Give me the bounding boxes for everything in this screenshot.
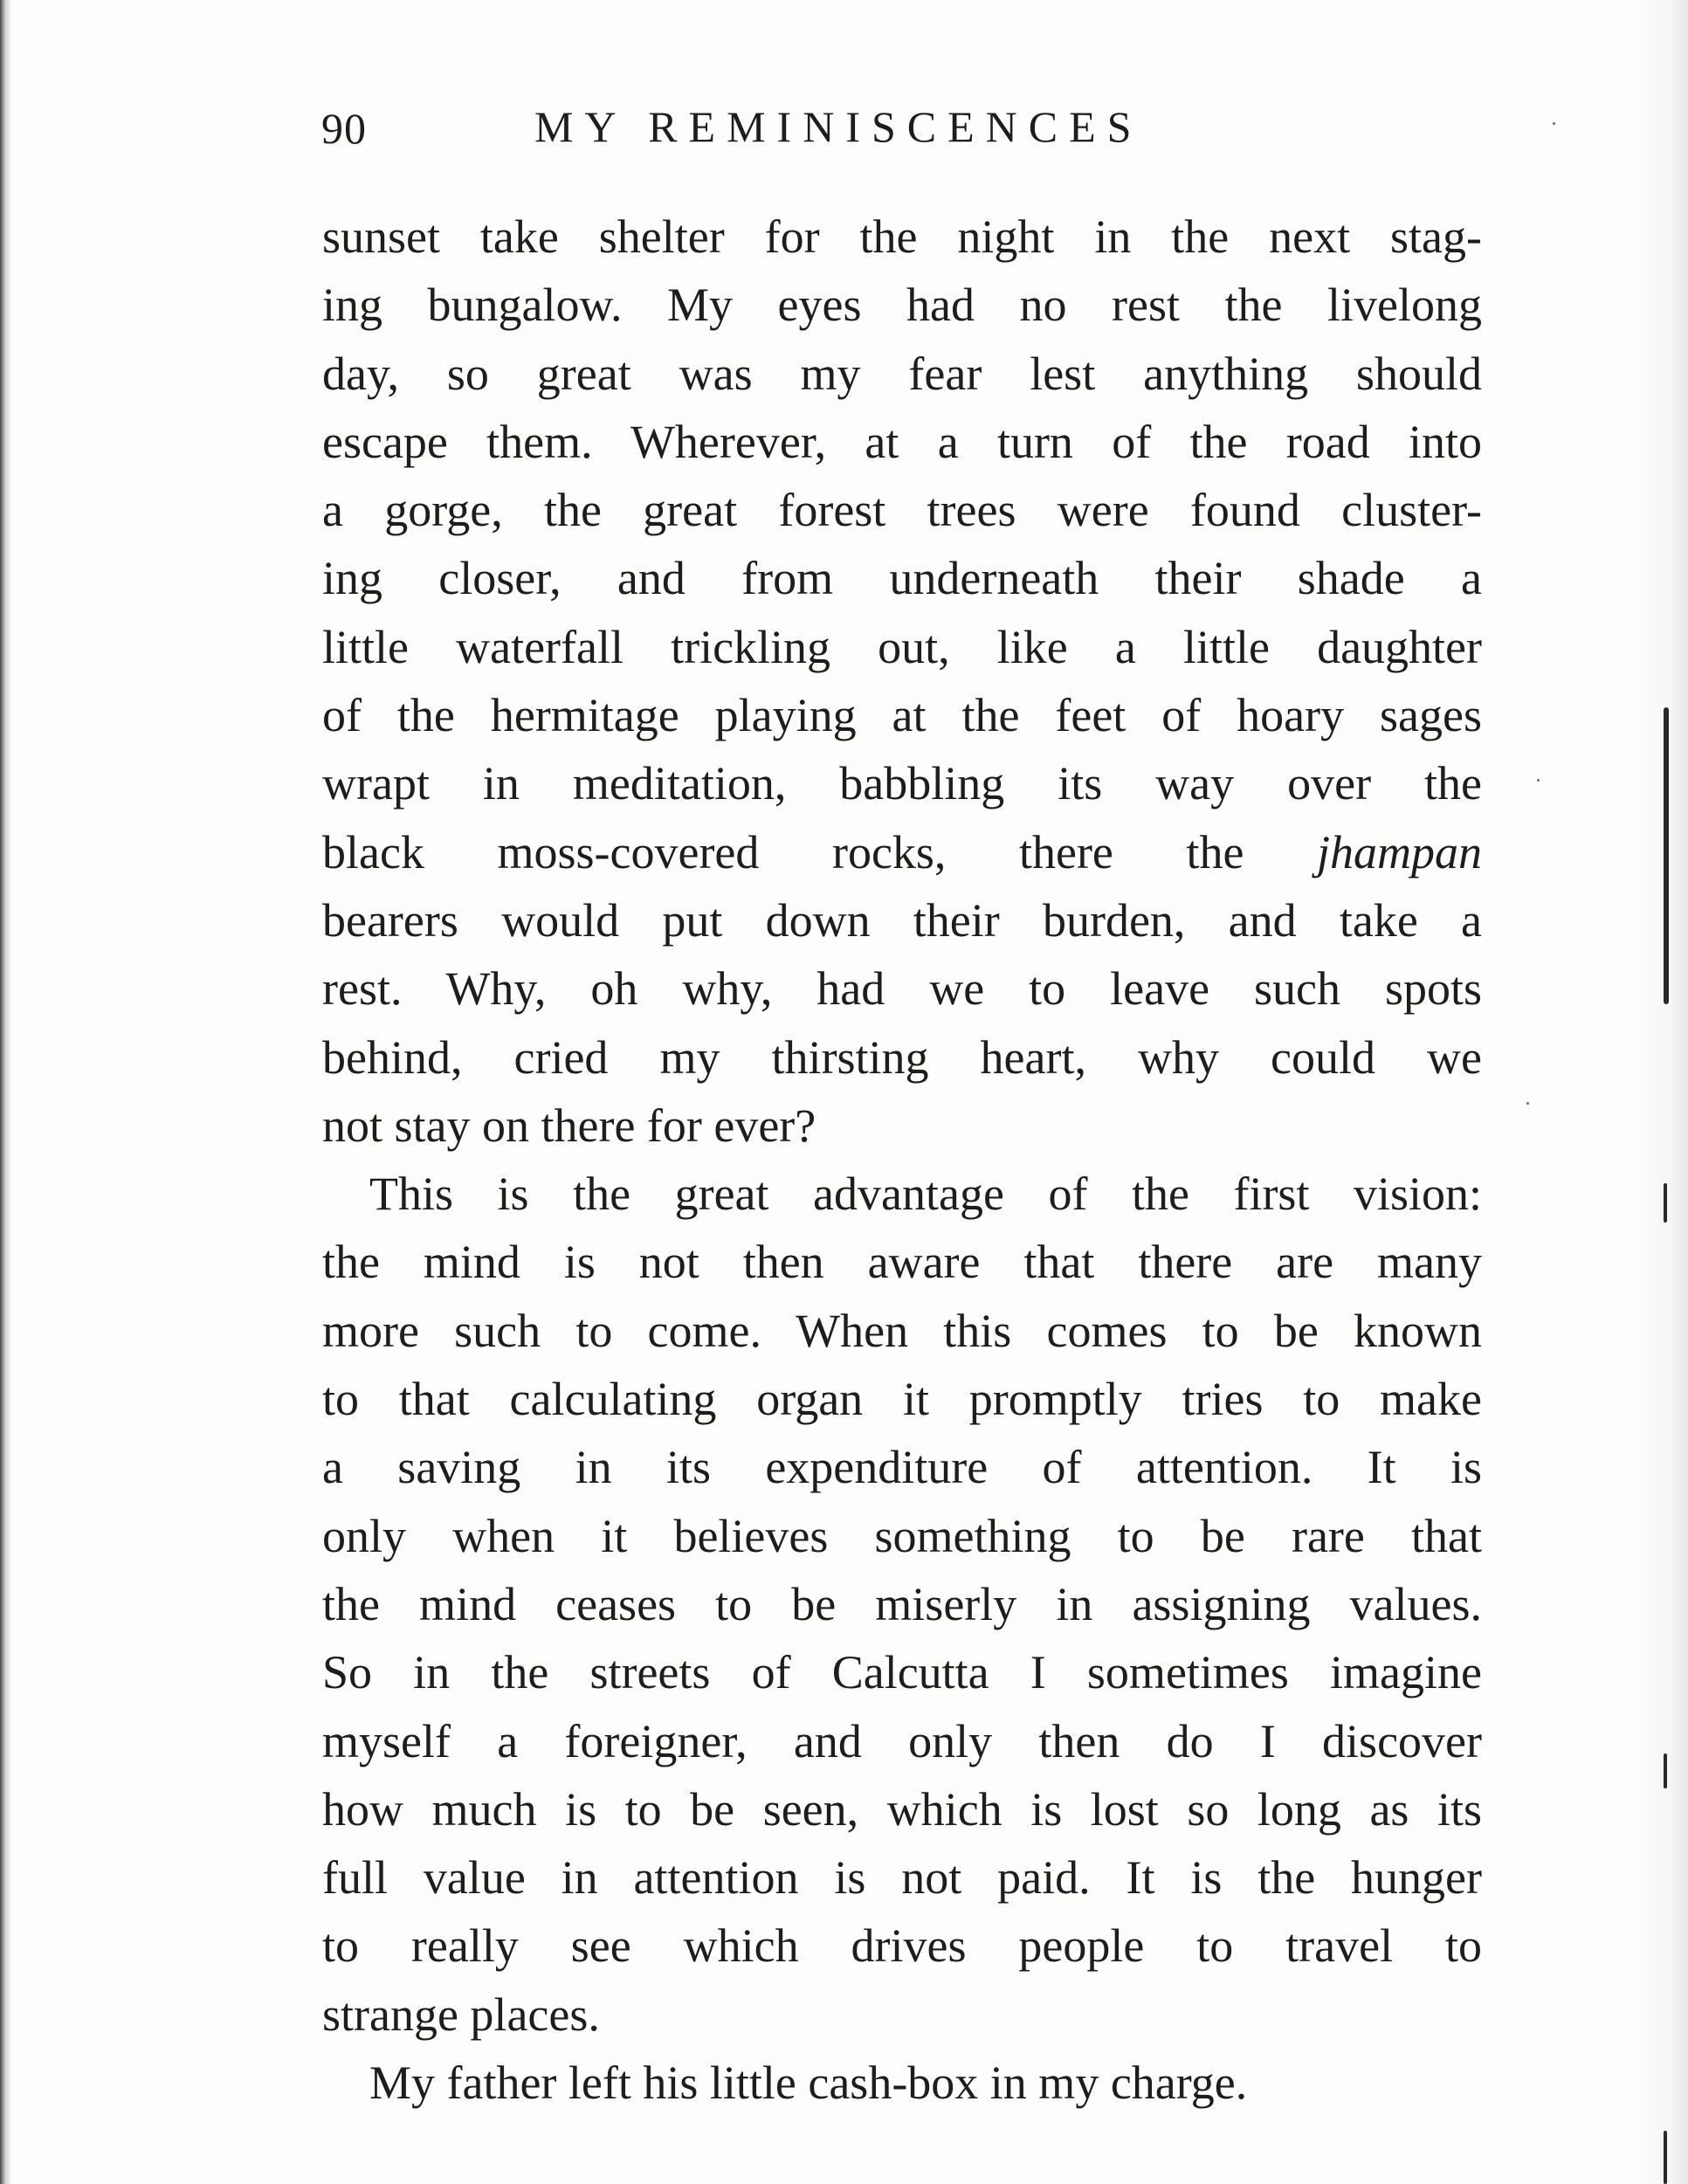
text-line: only when it believes something to be rare that [322, 1509, 1482, 1562]
scan-binding-mark [1664, 707, 1669, 1004]
text-line: full value in attention is not paid. It is the hunger [322, 1851, 1482, 1905]
text-run: black moss-covered rocks, there the [322, 825, 1317, 878]
text-line: behind, cried my thirsting heart, why could we [322, 1030, 1482, 1084]
text-line: wrapt in meditation, babbling its way over the [322, 757, 1482, 810]
scan-speck [1553, 122, 1555, 125]
text-line: a saving in its expenditure of attention. It is [322, 1441, 1482, 1494]
page-number: 90 [321, 104, 367, 153]
paragraph-end-line: not stay on there for ever? [322, 1099, 816, 1152]
text-line: how much is to be seen, which is lost so long as its [322, 1782, 1482, 1836]
scan-binding-mark [1664, 1753, 1667, 1788]
text-line: the mind is not then aware that there are many [322, 1236, 1482, 1289]
text-line: to really see which drives people to travel to [322, 1919, 1482, 1973]
paragraph-first-line: My father left his little cash-box in my charge. [369, 2057, 1248, 2110]
scan-speck [1526, 1102, 1529, 1105]
text-line: ing closer, and from underneath their shade a [322, 552, 1482, 605]
text-line: more such to come. When this comes to be known [322, 1304, 1482, 1357]
text-line: the mind ceases to be miserly in assigning values. [322, 1577, 1482, 1630]
scan-left-edge [0, 0, 10, 2184]
paragraph-first-line: This is the great advantage of the first vision: [369, 1168, 1482, 1221]
text-line: of the hermitage playing at the feet of hoary sages [322, 689, 1482, 742]
text-line [322, 818, 1482, 886]
text-line: to that calculating organ it promptly tries to make [322, 1373, 1482, 1426]
text-line: a gorge, the great forest trees were found cluster- [322, 484, 1482, 537]
text-line: escape them. Wherever, at a turn of the road into [322, 415, 1482, 468]
text-line: rest. Why, oh why, had we to leave such spots [322, 962, 1482, 1016]
text-line: sunset take shelter for the night in the next stag- [322, 210, 1482, 263]
scan-binding-mark [1664, 1183, 1667, 1223]
text-line: So in the streets of Calcutta I sometimes imagine [322, 1646, 1482, 1699]
text-line: myself a foreigner, and only then do I discover [322, 1714, 1482, 1767]
scan-right-edge [1636, 0, 1688, 2184]
paragraph-end-line: strange places. [322, 1988, 600, 2041]
text-line: ing bungalow. My eyes had no rest the livelong [322, 279, 1482, 332]
text-line: little waterfall trickling out, like a little daughter [322, 620, 1482, 673]
text-line: day, so great was my fear lest anything should [322, 347, 1482, 400]
body-text [322, 203, 1482, 2117]
italic-word: jhampan [1317, 825, 1482, 878]
text-line: bearers would put down their burden, and take a [322, 893, 1482, 947]
running-title: MY REMINISCENCES [534, 102, 1143, 151]
scan-speck [1537, 779, 1540, 782]
scan-binding-mark [1664, 2131, 1667, 2184]
